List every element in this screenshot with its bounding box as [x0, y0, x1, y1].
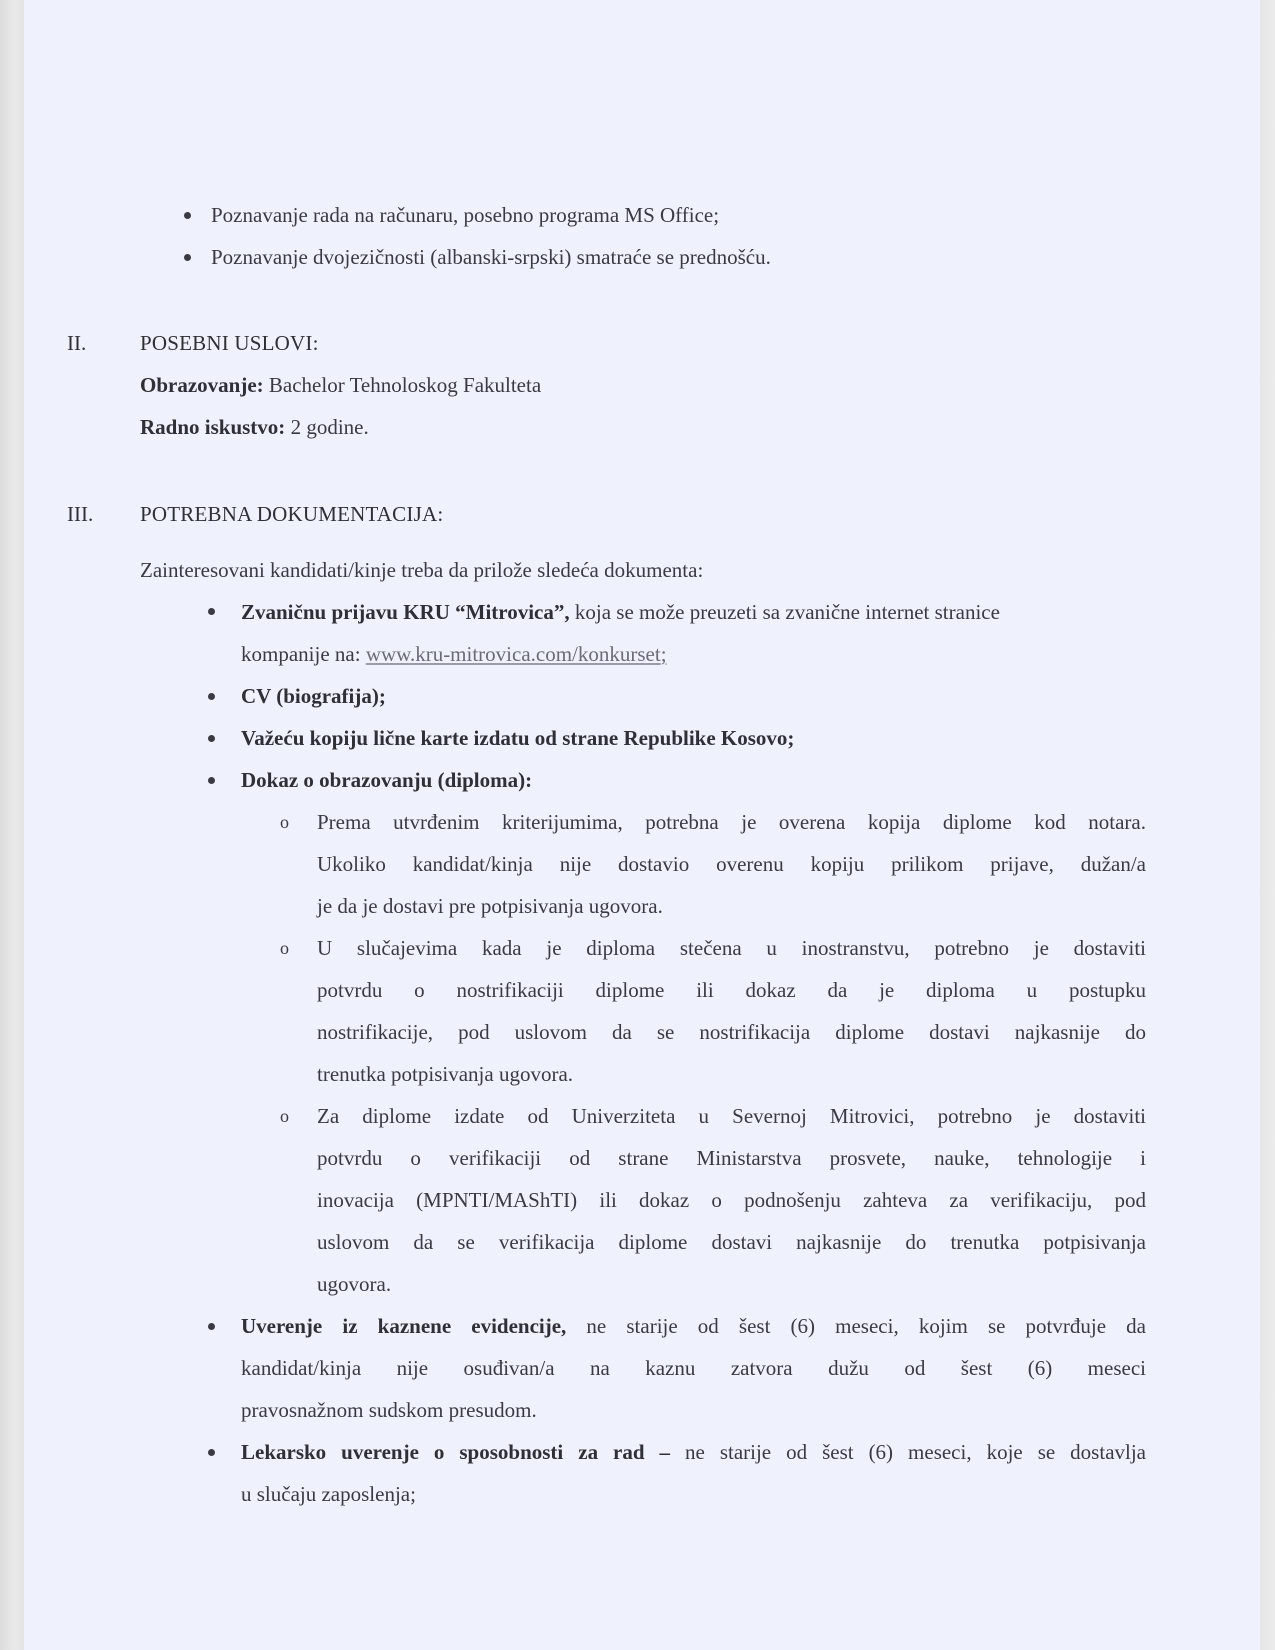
link-punctuation: ; — [660, 642, 667, 666]
doc-criminal-record-line2: kandidat/kinja nije osuđivan/a na kaznu zatvora dužu od šest (6) meseci — [241, 1356, 1146, 1380]
circle-bullet-icon: o — [280, 938, 289, 958]
diploma-sub2-line2: potvrdu o nostrifikaciji diplome ili dokaz da je diploma u postupku — [317, 978, 1146, 1002]
doc-criminal-record-line1 — [241, 1312, 1146, 1340]
bullet-icon — [208, 1323, 215, 1330]
diploma-sub1-line3: je da je dostavi pre potpisivanja ugovora. — [317, 894, 663, 918]
diploma-sub3-line3: inovacija (MPNTI/MAShTI) ili dokaz o podnošenju zahteva za verifikaciju, pod — [317, 1188, 1146, 1212]
diploma-sub1-line2: Ukoliko kandidat/kinja nije dostavio overenu kopiju prilikom prijave, dužan/a — [317, 852, 1146, 876]
education-row — [140, 371, 541, 399]
diploma-sub2-line1: U slučajevima kada je diploma stečena u inostranstvu, potrebno je dostaviti — [317, 936, 1146, 960]
requirement-ms-office: Poznavanje rada na računaru, posebno programa MS Office; — [211, 203, 720, 227]
doc-application-line2 — [241, 640, 667, 668]
diploma-sub3-line4: uslovom da se verifikacija diplome dostavi najkasnije do trenutka potpisivanja — [317, 1230, 1146, 1254]
section-iii-intro: Zainteresovani kandidati/kinje treba da prilože sledeća dokumenta: — [140, 558, 704, 582]
bullet-icon — [208, 777, 215, 784]
doc-criminal-record-line3: pravosnažnom sudskom presudom. — [241, 1398, 537, 1422]
doc-medical-line1 — [241, 1438, 1146, 1466]
diploma-sub3-line5: ugovora. — [317, 1272, 392, 1296]
doc-application-desc: koja se može preuzeti sa zvanične internet stranice — [569, 600, 1000, 624]
experience-label: Radno iskustvo: — [140, 415, 286, 439]
doc-application-desc-2: kompanije na: — [241, 642, 366, 666]
bullet-icon — [184, 254, 191, 261]
circle-bullet-icon: o — [280, 1106, 289, 1126]
education-label: Obrazovanje: — [140, 373, 264, 397]
konkurs-link[interactable]: www.kru-mitrovica.com/konkurset — [365, 642, 661, 666]
diploma-sub2-line3: nostrifikacije, pod uslovom da se nostrifikacija diplome dostavi najkasnije do — [317, 1020, 1146, 1044]
scan-border-left — [0, 0, 24, 1650]
education-value: Bachelor Tehnoloskog Fakulteta — [268, 373, 542, 397]
section-iii-title: POTREBNA DOKUMENTACIJA: — [140, 502, 444, 526]
doc-medical-title: Lekarsko uverenje o sposobnosti za rad – — [241, 1440, 671, 1464]
doc-medical-desc: ne starije od šest (6) meseci, koje se dostavlja — [670, 1440, 1146, 1464]
section-ii-title: POSEBNI USLOVI: — [140, 331, 319, 355]
section-iii-numeral: III. — [67, 502, 94, 526]
doc-diploma-title: Dokaz o obrazovanju (diploma): — [241, 768, 533, 792]
doc-application-line1 — [241, 598, 1000, 626]
bullet-icon — [208, 693, 215, 700]
bullet-icon — [208, 1449, 215, 1456]
bullet-icon — [208, 735, 215, 742]
diploma-sub3-line2: potvrdu o verifikaciji od strane Ministarstva prosvete, nauke, tehnologije i — [317, 1146, 1146, 1170]
diploma-sub2-line4: trenutka potpisivanja ugovora. — [317, 1062, 574, 1086]
doc-application-title: Zvaničnu prijavu KRU “Mitrovica”, — [241, 600, 570, 624]
scan-border-right — [1260, 0, 1275, 1650]
requirement-bilingual: Poznavanje dvojezičnosti (albanski-srpski) smatraće se prednošću. — [211, 245, 771, 269]
experience-value: 2 godine. — [290, 415, 369, 439]
document-page — [24, 0, 1260, 1650]
diploma-sub3-line1: Za diplome izdate od Univerziteta u Severnoj Mitrovici, potrebno je dostaviti — [317, 1104, 1146, 1128]
bullet-icon — [208, 608, 215, 615]
doc-criminal-record-title: Uverenje iz kaznene evidencije, — [241, 1314, 567, 1338]
doc-id-copy: Važeću kopiju lične karte izdatu od strane Republike Kosovo; — [241, 726, 795, 750]
bullet-icon — [184, 212, 191, 219]
circle-bullet-icon: o — [280, 812, 289, 832]
doc-cv: CV (biografija); — [241, 684, 386, 708]
section-ii-numeral: II. — [67, 331, 87, 355]
doc-criminal-record-desc: ne starije od šest (6) meseci, kojim se potvrđuje da — [566, 1314, 1146, 1338]
experience-row — [140, 413, 369, 441]
diploma-sub1-line1: Prema utvrđenim kriterijumima, potrebna je overena kopija diplome kod notara. — [317, 810, 1146, 834]
doc-medical-line2: u slučaju zaposlenja; — [241, 1482, 416, 1506]
